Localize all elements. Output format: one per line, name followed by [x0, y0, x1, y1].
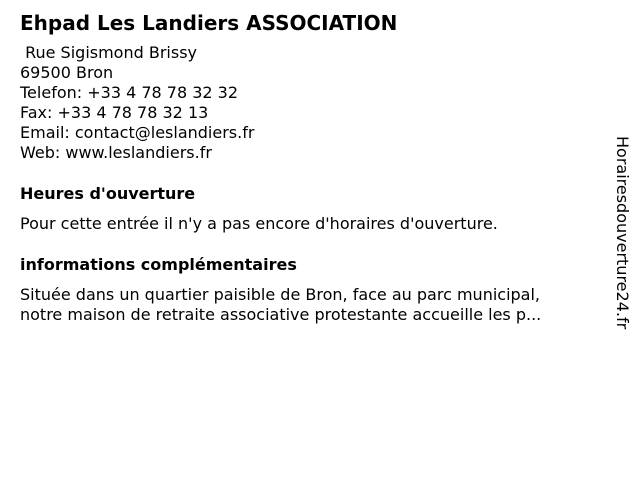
- additional-info-text: [20, 285, 600, 325]
- additional-info-heading: informations complémentaires: [20, 255, 297, 274]
- site-brand-vertical: Horairesdouverture24.fr: [613, 136, 632, 330]
- page-title: Ehpad Les Landiers ASSOCIATION: [20, 11, 398, 35]
- additional-info-line-2: notre maison de retraite associative protestante accueille les p...: [20, 305, 542, 324]
- email-line: Email: contact@leslandiers.fr: [20, 123, 255, 142]
- street-line: Rue Sigismond Brissy: [20, 43, 197, 62]
- address-block: [20, 43, 600, 163]
- additional-info-line-1: Située dans un quartier paisible de Bron, face au parc municipal,: [20, 285, 541, 304]
- web-line: Web: www.leslandiers.fr: [20, 143, 212, 162]
- opening-hours-heading: Heures d'ouverture: [20, 184, 196, 203]
- fax-line: Fax: +33 4 78 78 32 13: [20, 103, 209, 122]
- listing-card: [20, 10, 600, 325]
- opening-hours-text: Pour cette entrée il n'y a pas encore d'horaires d'ouverture.: [20, 214, 498, 233]
- phone-line: Telefon: +33 4 78 78 32 32: [20, 83, 239, 102]
- city-line: 69500 Bron: [20, 63, 114, 82]
